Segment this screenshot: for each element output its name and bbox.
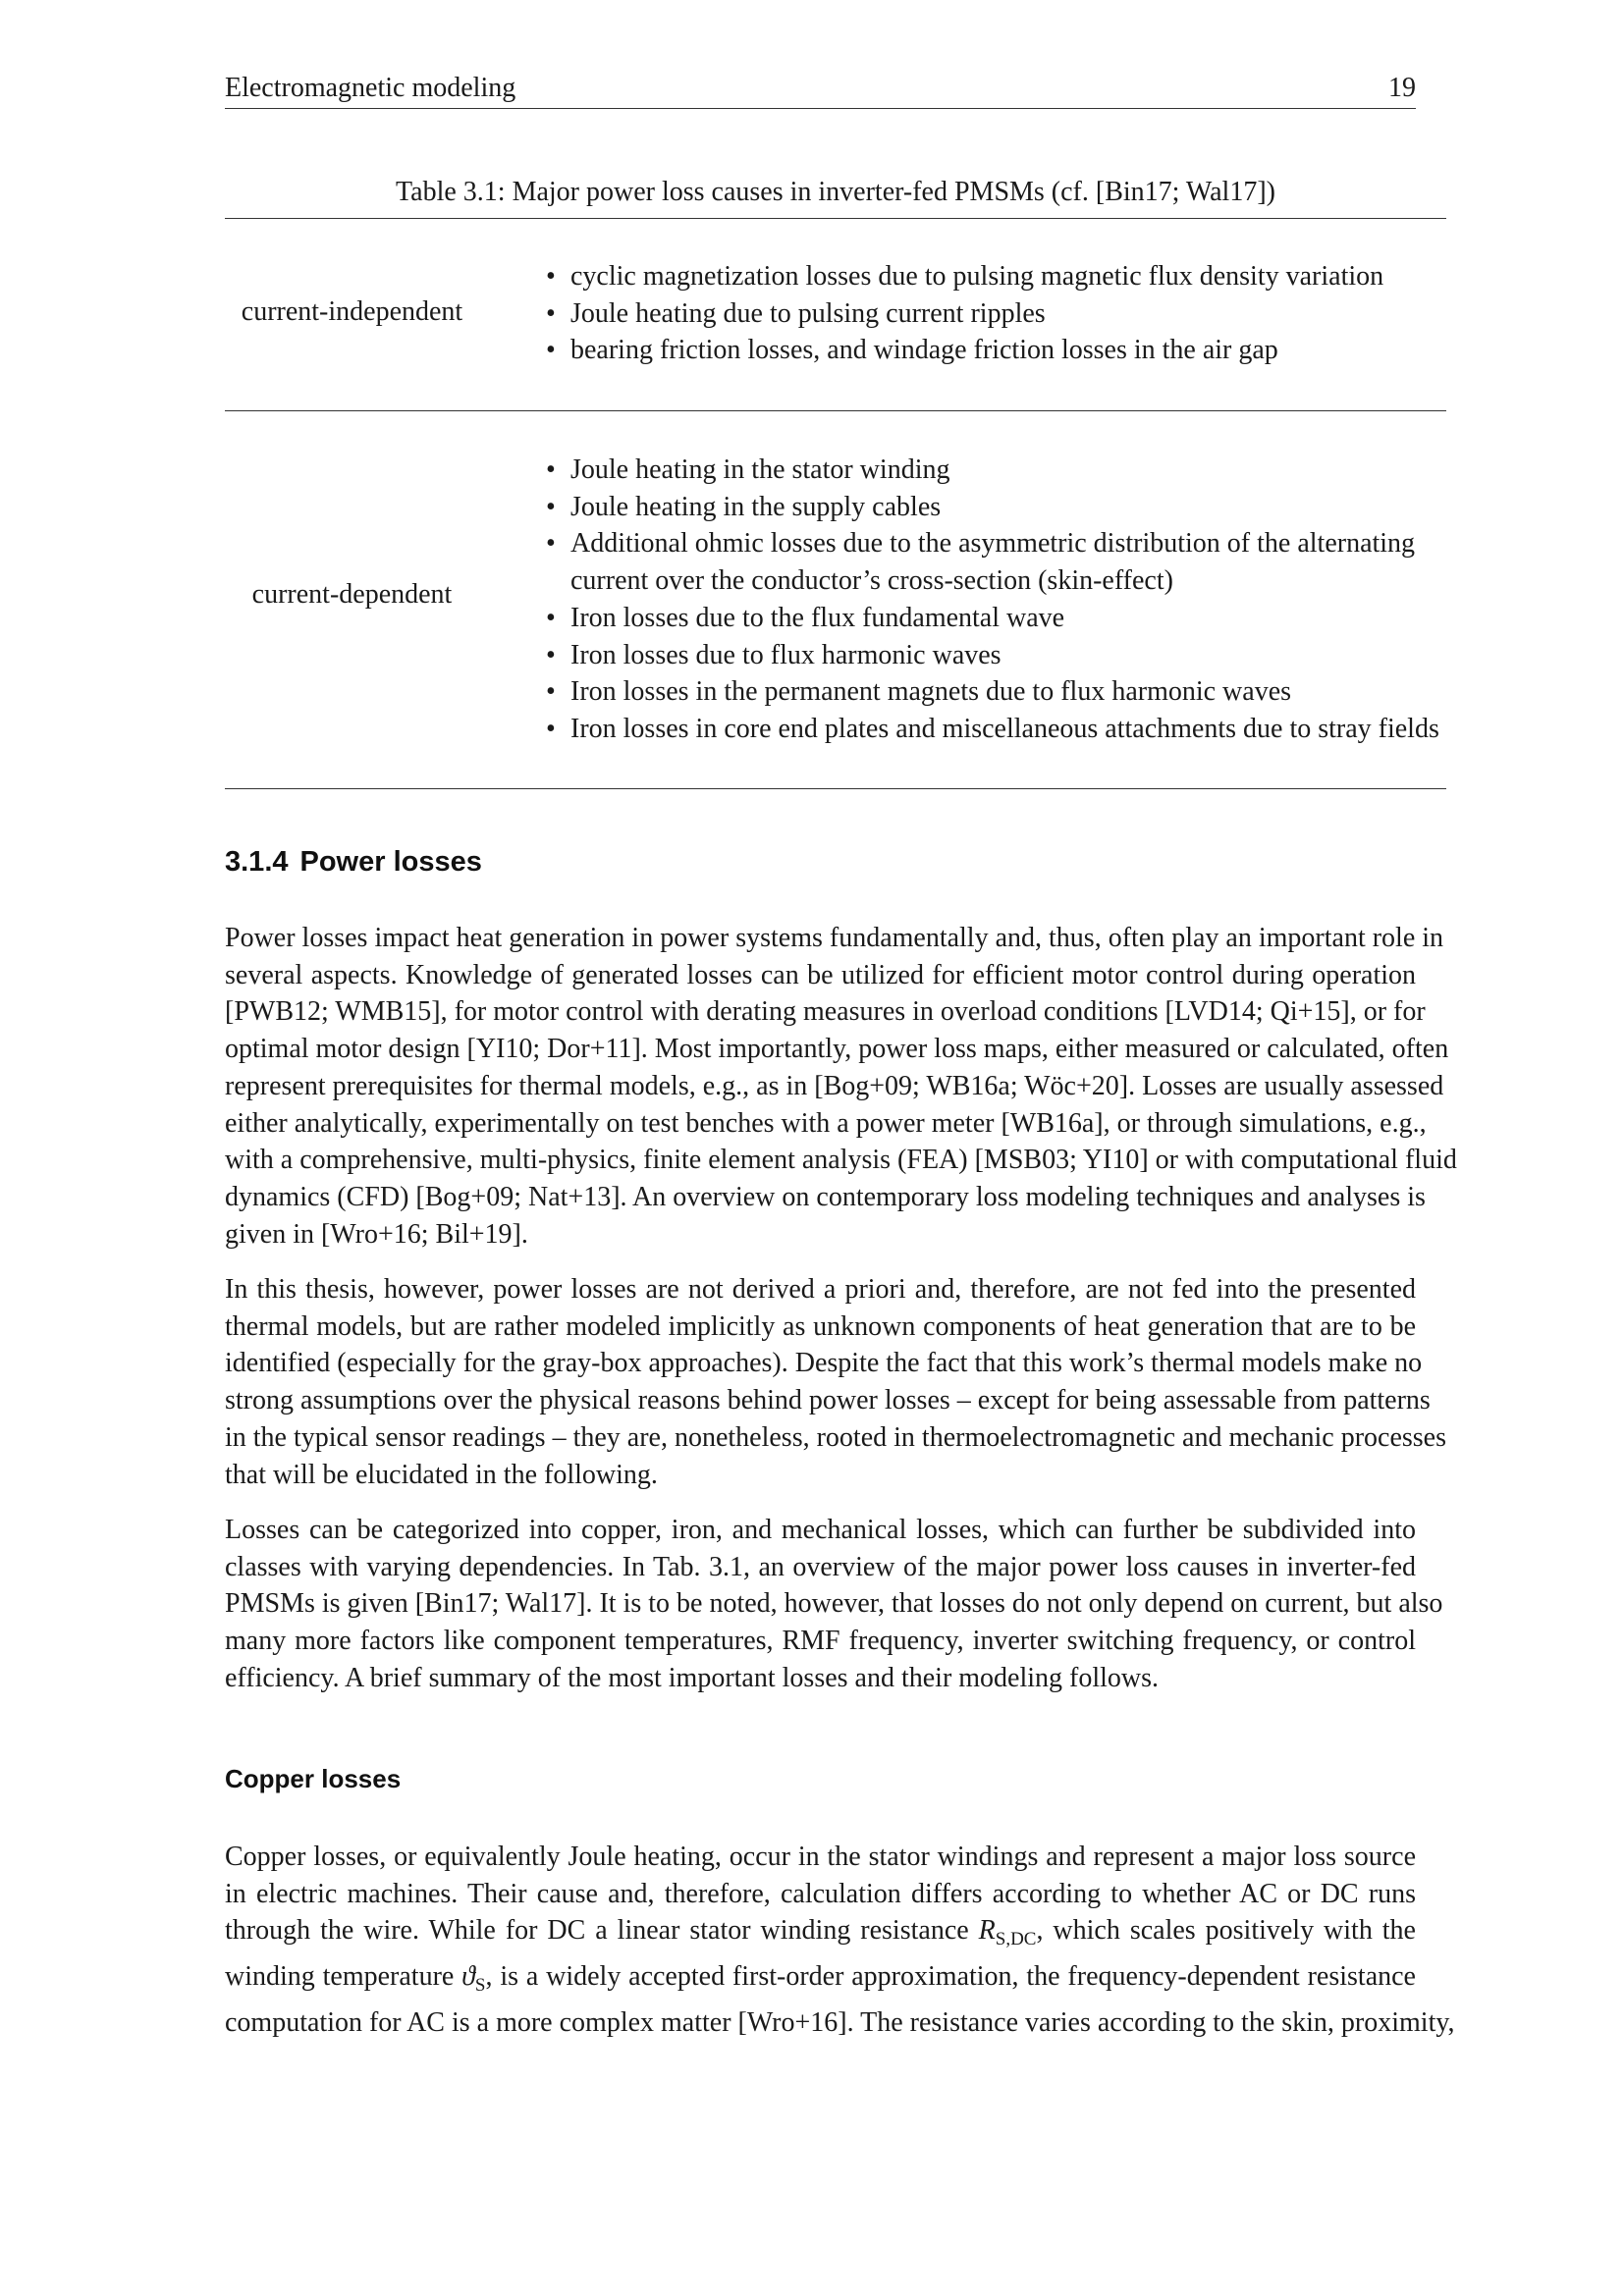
paragraph-3 (225, 1512, 1443, 1697)
text-line: Losses can be categorized into copper, iron, and mechanical losses, which can further be subdivided into (225, 1515, 1416, 1545)
text-line: many more factors like component temperatures, RMF frequency, inverter switching frequency, or control (225, 1626, 1416, 1657)
running-title: Electromagnetic modeling (225, 73, 516, 103)
list-item: • Iron losses due to flux harmonic waves (546, 637, 1446, 674)
text-line: in the typical sensor readings – they are, nonetheless, rooted in thermoelectromagnetic and mechanic processes (225, 1421, 1447, 1453)
text-line: thermal models, but are rather modeled implicitly as unknown components of heat generation that are to be (225, 1310, 1416, 1342)
text-line: [PWB12; WMB15], for motor control with derating measures in overload conditions [LVD14; Qi+15], or for (225, 996, 1426, 1028)
section-number: 3.1.4 (225, 846, 289, 878)
table-row-items-current-dependent (546, 452, 1446, 748)
text-line (225, 1958, 1416, 2004)
table-mid-rule (225, 410, 1446, 411)
paragraph-1 (225, 920, 1457, 1253)
table-row-items-current-independent (546, 258, 1446, 369)
list-item: • Iron losses in the permanent magnets due to flux harmonic waves (546, 673, 1446, 711)
list-item: • Joule heating in the supply cables (546, 489, 1446, 526)
table-bottom-rule (225, 788, 1446, 789)
list-item: • Iron losses due to the flux fundamental wave (546, 600, 1446, 637)
table-caption: Table 3.1: Major power loss causes in inverter-fed PMSMs (cf. [Bin17; Wal17]) (396, 177, 1275, 207)
resistance-subscript: S,DC (995, 1929, 1037, 1950)
table-row-label-current-independent: current-independent (241, 296, 463, 327)
list-item: • Joule heating due to pulsing current ripples (546, 295, 1446, 333)
section-heading (225, 846, 482, 879)
text-line: PMSMs is given [Bin17; Wal17]. It is to be noted, however, that losses do not only depend on current, but also (225, 1588, 1443, 1620)
text-line: Copper losses, or equivalently Joule heating, occur in the stator windings and represent a major loss source (225, 1842, 1416, 1872)
text-segment: , is a widely accepted first-order approximation, the frequency-dependent resistance (485, 1961, 1416, 1993)
text-line: optimal motor design [YI10; Dor+11]. Most importantly, power loss maps, either measured or calculated, often (225, 1034, 1449, 1065)
text-segment: winding temperature (225, 1961, 462, 1993)
text-line: computation for AC is a more complex matter [Wro+16]. The resistance varies according to the skin, proximity, (225, 2006, 1455, 2038)
text-line: represent prerequisites for thermal models, e.g., as in [Bog+09; WB16a; Wöc+20]. Losses are usually assessed (225, 1070, 1444, 1101)
text-line: classes with varying dependencies. In Tab. 3.1, an overview of the major power loss causes in inverter-fed (225, 1551, 1416, 1582)
list-item: • bearing friction losses, and windage friction losses in the air gap (546, 332, 1446, 369)
list-item: • cyclic magnetization losses due to pulsing magnetic flux density variation (546, 258, 1446, 295)
temperature-symbol: ϑ (461, 1961, 475, 1993)
temperature-subscript: S (474, 1975, 486, 1997)
text-line: either analytically, experimentally on test benches with a power meter [WB16a], or through simulations, e.g., (225, 1107, 1427, 1139)
text-line: that will be elucidated in the following. (225, 1459, 658, 1490)
text-line: In this thesis, however, power losses are not derived a priori and, therefore, are not fed into the presented (225, 1274, 1416, 1305)
table-top-rule (225, 218, 1446, 219)
text-line: in electric machines. Their cause and, therefore, calculation differs according to whether AC or DC runs (225, 1878, 1416, 1909)
text-line: Power losses impact heat generation in power systems fundamentally and, thus, often play an important role in (225, 923, 1444, 953)
text-line (225, 1912, 1416, 1958)
text-line: given in [Wro+16; Bil+19]. (225, 1218, 528, 1250)
text-line: strong assumptions over the physical reasons behind power losses – except for being assessable from patterns (225, 1385, 1431, 1416)
list-item: • Joule heating in the stator winding (546, 452, 1446, 489)
text-segment: , which scales positively with the (1036, 1915, 1416, 1947)
list-item: • Additional ohmic losses due to the asymmetric distribution of the alternating current over the conductor’s cross-section (skin-effect) (546, 525, 1446, 599)
list-item: • Iron losses in core end plates and miscellaneous attachments due to stray fields (546, 711, 1446, 748)
page-number: 19 (1388, 73, 1416, 103)
subsection-heading: Copper losses (225, 1764, 402, 1793)
text-line: dynamics (CFD) [Bog+09; Nat+13]. An overview on contemporary loss modeling techniques and analyses is (225, 1181, 1426, 1212)
resistance-symbol: R (978, 1915, 996, 1947)
text-line: efficiency. A brief summary of the most important losses and their modeling follows. (225, 1662, 1160, 1693)
page-header (225, 69, 1416, 109)
paragraph-copper-losses (225, 1839, 1455, 2042)
table-row-label-current-dependent: current-dependent (251, 579, 453, 610)
text-line: several aspects. Knowledge of generated losses can be utilized for efficient motor control during operation (225, 959, 1416, 990)
text-line: identified (especially for the gray-box approaches). Despite the fact that this work’s thermal models make no (225, 1348, 1423, 1379)
section-title: Power losses (299, 846, 482, 878)
paragraph-2 (225, 1271, 1447, 1493)
text-segment: through the wire. While for DC a linear stator winding resistance (225, 1915, 979, 1947)
text-line: with a comprehensive, multi-physics, finite element analysis (FEA) [MSB03; YI10] or with computational fluid (225, 1145, 1457, 1176)
